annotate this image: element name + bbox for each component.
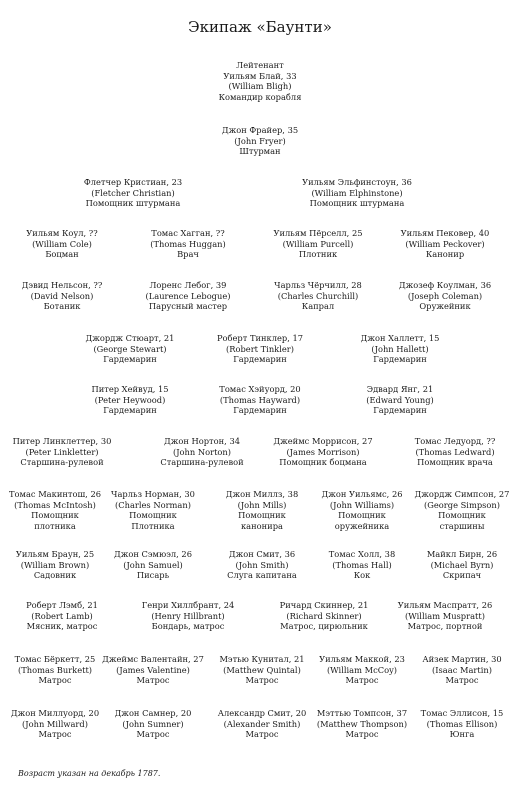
crew-name: Томас Хагган, ?? <box>151 228 225 238</box>
crew-name: Томас Макинтош, 26 <box>8 489 102 499</box>
crew-member <box>114 549 192 581</box>
crew-line: Матрос <box>38 729 72 740</box>
crew-line: Капрал <box>301 301 335 312</box>
crew-line: (William Bligh) <box>228 81 292 92</box>
crew-line: оружейника <box>334 520 390 531</box>
crew-member <box>226 489 298 531</box>
crew-name: Генри Хиллбрант, 24 <box>141 600 235 610</box>
crew-line: Гардемарин <box>233 354 287 365</box>
crew-name: Уильям Браун, 25 <box>15 549 95 559</box>
crew-member <box>111 489 195 531</box>
crew-line: (Thomas Hayward) <box>219 394 301 405</box>
crew-line: Гардемарин <box>103 405 157 416</box>
crew-line: Матрос <box>245 675 279 686</box>
crew-name: Джордж Стюарт, 21 <box>85 333 175 343</box>
crew-line: Садовник <box>33 570 77 581</box>
crew-line: (James Valentine) <box>116 664 190 675</box>
crew-line: (William Cole) <box>32 238 92 249</box>
crew-name: Джон Миллз, 38 <box>225 489 299 499</box>
crew-name: Томас Ледуорд, ?? <box>414 436 496 446</box>
crew-line: (George Simpson) <box>424 499 500 510</box>
crew-name: Джон Халлетт, 15 <box>360 333 440 343</box>
crew-line: (Alexander Smith) <box>223 718 301 729</box>
crew-name: Джон Фрайер, 35 <box>221 125 299 135</box>
crew-line: (Thomas Huggan) <box>150 238 226 249</box>
crew-line: (William McCoy) <box>326 664 398 675</box>
crew-line: (William Purcell) <box>282 238 354 249</box>
crew-member <box>280 600 369 632</box>
crew-line: (Matthew Thompson) <box>316 718 408 729</box>
crew-line: плотника <box>34 520 76 531</box>
crew-member <box>401 228 490 260</box>
crew-line: (Richard Skinner) <box>286 610 362 621</box>
crew-line: (Robert Lamb) <box>31 610 93 621</box>
crew-line: Уильям Блай, 33 <box>223 70 297 81</box>
crew-line: Матрос <box>136 675 170 686</box>
crew-name: Чарльз Норман, 30 <box>111 489 195 499</box>
crew-line: (John Mills) <box>237 499 287 510</box>
crew-member <box>273 436 372 468</box>
crew-member <box>398 600 493 632</box>
crew-line: Бондарь, матрос <box>151 621 225 632</box>
crew-member <box>421 708 504 740</box>
crew-line: (Edward Young) <box>366 394 434 405</box>
crew-line: (Thomas Burkett) <box>17 664 93 675</box>
crew-name: Питер Хейвуд, 15 <box>91 384 169 394</box>
crew-line: Матрос <box>38 675 72 686</box>
page-title: Экипаж «Баунти» <box>188 18 332 36</box>
crew-line: (George Stewart) <box>93 343 167 354</box>
crew-member <box>302 177 412 209</box>
crew-name: Уильям Пёрселл, 25 <box>273 228 363 238</box>
crew-line: (Peter Heywood) <box>94 394 166 405</box>
crew-name: Томас Холл, 38 <box>328 549 396 559</box>
crew-line: (Thomas Ellison) <box>426 718 498 729</box>
crew-name: Уильям Маккой, 23 <box>319 654 405 664</box>
crew-name: Флетчер Кристиан, 23 <box>83 177 183 187</box>
crew-line: (Peter Linkletter) <box>25 446 99 457</box>
crew-member <box>415 436 496 468</box>
crew-line: (Fletcher Christian) <box>91 187 175 198</box>
crew-member <box>274 280 362 312</box>
crew-member <box>227 549 297 581</box>
crew-line: Матрос <box>245 729 279 740</box>
crew-line: Скрипач <box>442 570 482 581</box>
crew-name: Уильям Маспратт, 26 <box>397 600 493 610</box>
crew-name: Джон Сэмюэл, 26 <box>114 549 192 559</box>
crew-name: Томас Хэйуорд, 20 <box>219 384 301 394</box>
crew-line: Парусный мастер <box>148 301 228 312</box>
crew-member <box>146 280 231 312</box>
crew-line: старшины <box>439 520 485 531</box>
crew-line: Гардемарин <box>233 405 287 416</box>
crew-name: Уильям Пековер, 40 <box>400 228 490 238</box>
crew-member <box>13 436 112 468</box>
crew-line: (William Muspratt) <box>405 610 485 621</box>
crew-line: Помощник <box>129 510 177 521</box>
crew-name: Мэтью Кунитал, 21 <box>219 654 305 664</box>
crew-line: Помощник штурмана <box>309 198 405 209</box>
crew-line: Помощник врача <box>417 457 493 468</box>
crew-line: (John Norton) <box>172 446 232 457</box>
crew-line: (Thomas Hall) <box>332 559 392 570</box>
crew-member <box>84 177 182 209</box>
crew-line: (James Morrison) <box>286 446 360 457</box>
crew-line: Ботаник <box>43 301 81 312</box>
crew-line: (Joseph Coleman) <box>407 290 483 301</box>
crew-line: (Charles Churchill) <box>277 290 359 301</box>
crew-line: Помощник <box>31 510 79 521</box>
crew-member <box>317 708 407 740</box>
crew-member <box>366 384 434 416</box>
crew-member <box>11 708 99 740</box>
crew-member <box>219 654 304 686</box>
crew-member <box>427 549 497 581</box>
crew-line: (Thomas McIntosh) <box>14 499 96 510</box>
crew-member <box>22 280 103 312</box>
crew-member <box>217 333 303 365</box>
crew-name: Майкл Бирн, 26 <box>426 549 498 559</box>
crew-line: Матрос <box>136 729 170 740</box>
crew-member <box>142 600 235 632</box>
crew-name: Джон Миллуорд, 20 <box>10 708 100 718</box>
crew-line: (Matthew Quintal) <box>223 664 301 675</box>
crew-line: Писарь <box>136 570 170 581</box>
crew-line: Матрос <box>345 675 379 686</box>
crew-line: (William Brown) <box>20 559 90 570</box>
crew-line: Плотника <box>131 520 175 531</box>
crew-name: Дэвид Нельсон, ?? <box>21 280 103 290</box>
crew-member <box>86 333 175 365</box>
crew-line: Плотник <box>298 249 338 260</box>
crew-member <box>26 600 98 632</box>
crew-line: Матрос, портной <box>407 621 483 632</box>
crew-line: (John Smith) <box>235 559 289 570</box>
crew-line: (David Nelson) <box>30 290 94 301</box>
crew-name: Уильям Коул, ?? <box>26 228 98 238</box>
crew-member <box>415 489 510 531</box>
crew-name: Мэттью Томпсон, 37 <box>316 708 408 718</box>
crew-member <box>218 708 307 740</box>
crew-line: Гардемарин <box>373 405 427 416</box>
crew-name: Джон Нортон, 34 <box>163 436 241 446</box>
crew-member <box>321 489 402 531</box>
crew-line: Оружейник <box>419 301 471 312</box>
crew-line: (Henry Hillbrant) <box>151 610 225 621</box>
crew-member <box>9 489 101 531</box>
crew-line: Помощник боцмана <box>279 457 367 468</box>
crew-member <box>115 708 192 740</box>
crew-name: Уильям Эльфинстоун, 36 <box>302 177 412 187</box>
crew-line: Помощник <box>238 510 286 521</box>
crew-line: (John Millward) <box>22 718 88 729</box>
crew-name: Томас Бёркетт, 25 <box>14 654 96 664</box>
crew-line: Врач <box>177 249 199 260</box>
crew-line: Матрос <box>345 729 379 740</box>
crew-name: Лоренс Лебог, 39 <box>149 280 227 290</box>
crew-line: (Michael Byrn) <box>430 559 494 570</box>
crew-member <box>150 228 226 260</box>
crew-name: Эдвард Янг, 21 <box>366 384 434 394</box>
crew-line: Кок <box>353 570 371 581</box>
crew-name: Ричард Скиннер, 21 <box>279 600 369 610</box>
crew-name: Айзек Мартин, 30 <box>422 654 502 664</box>
crew-line: Помощник штурмана <box>85 198 181 209</box>
crew-line: (Isaac Martin) <box>432 664 492 675</box>
crew-member <box>219 60 302 102</box>
crew-line: (John Hallett) <box>371 343 429 354</box>
crew-member <box>361 333 440 365</box>
crew-line: Гардемарин <box>373 354 427 365</box>
crew-line: Штурман <box>239 146 281 157</box>
crew-line: (John Fryer) <box>234 135 286 146</box>
crew-member <box>15 654 96 686</box>
crew-line: Командир корабля <box>218 91 302 102</box>
crew-line: Помощник <box>438 510 486 521</box>
crew-line: (Laurence Lebogue) <box>145 290 231 301</box>
crew-line: (William Elphinstone) <box>311 187 403 198</box>
crew-member <box>273 228 362 260</box>
crew-line: Боцман <box>45 249 79 260</box>
crew-name: Чарльз Чёрчилл, 28 <box>274 280 362 290</box>
crew-line: Матрос <box>445 675 479 686</box>
crew-line: (Charles Norman) <box>115 499 191 510</box>
crew-member <box>399 280 491 312</box>
crew-name: Джон Самнер, 20 <box>114 708 192 718</box>
crew-line: Слуга капитана <box>227 570 297 581</box>
crew-line: Матрос, цирюльник <box>280 621 368 632</box>
crew-line: Старшина-рулевой <box>20 457 104 468</box>
crew-line: Юнга <box>449 729 475 740</box>
crew-line: (John Williams) <box>329 499 395 510</box>
crew-name: Роберт Тинклер, 17 <box>216 333 304 343</box>
crew-member <box>329 549 396 581</box>
crew-name: Джозеф Коулман, 36 <box>398 280 492 290</box>
crew-line: (John Samuel) <box>123 559 183 570</box>
crew-line: Старшина-рулевой <box>160 457 244 468</box>
crew-member <box>219 384 300 416</box>
crew-line: Мясник, матрос <box>26 621 98 632</box>
crew-line: (Robert Tinkler) <box>226 343 294 354</box>
crew-line: (John Sumner) <box>122 718 184 729</box>
crew-name: Джеймс Моррисон, 27 <box>273 436 373 446</box>
footnote: Возраст указан на декабрь 1787. <box>18 769 161 778</box>
crew-name: Джон Смит, 36 <box>228 549 296 559</box>
crew-line: (William Peckover) <box>405 238 485 249</box>
crew-line: Гардемарин <box>103 354 157 365</box>
crew-name: Джеймс Валентайн, 27 <box>102 654 204 664</box>
crew-name: Джордж Симпсон, 27 <box>414 489 510 499</box>
crew-name: Роберт Лэмб, 21 <box>26 600 98 610</box>
crew-line: Помощник <box>338 510 386 521</box>
crew-name: Александр Смит, 20 <box>217 708 307 718</box>
crew-member <box>422 654 501 686</box>
crew-name: Томас Эллисон, 15 <box>420 708 504 718</box>
crew-member <box>102 654 204 686</box>
crew-line: канонира <box>241 520 283 531</box>
crew-line: Канонир <box>425 249 465 260</box>
crew-member <box>319 654 405 686</box>
crew-name: Лейтенант <box>236 60 284 70</box>
crew-name: Джон Уильямс, 26 <box>321 489 403 499</box>
crew-member <box>222 125 298 157</box>
crew-member <box>160 436 243 468</box>
crew-name: Питер Линклеттер, 30 <box>12 436 112 446</box>
crew-member <box>91 384 168 416</box>
crew-member <box>16 549 94 581</box>
crew-member <box>26 228 97 260</box>
crew-line: (Thomas Ledward) <box>415 446 495 457</box>
